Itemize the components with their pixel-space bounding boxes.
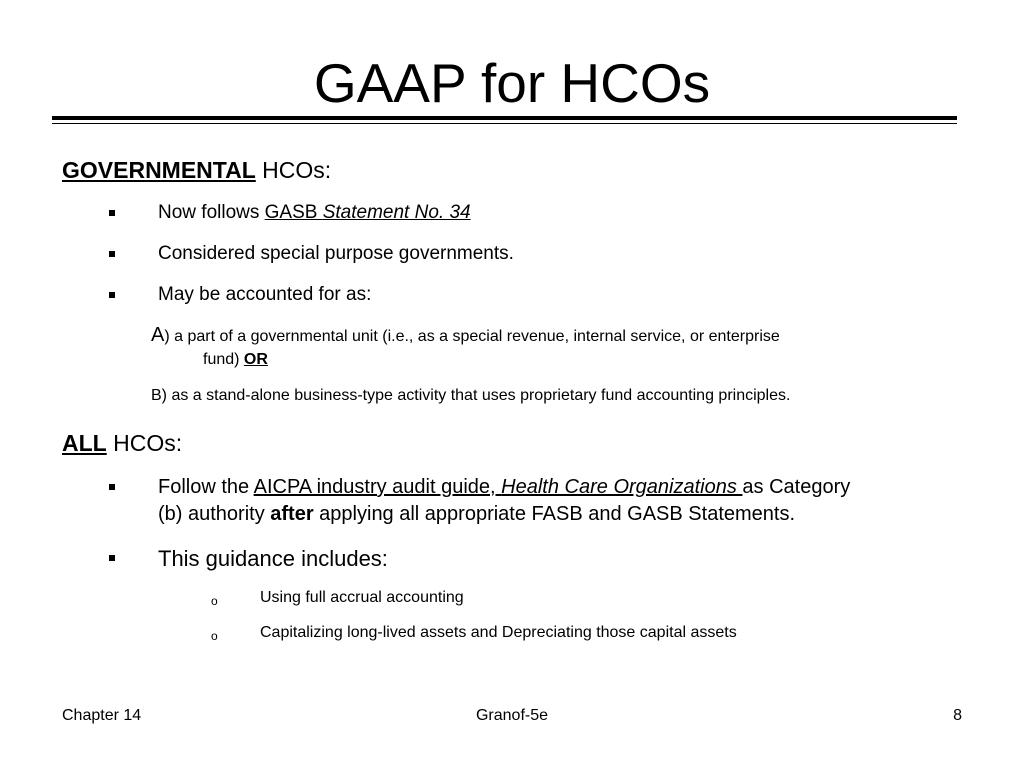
footer-course: Granof-5e [475,707,549,724]
aicpa-guide-reference [254,476,743,498]
all-heading [62,430,182,457]
bullet-special-purpose: Considered special purpose governments. [158,243,514,264]
circle-bullet-icon: o [211,594,218,608]
aicpa-prefix: Follow the [158,476,254,498]
governmental-heading-bold: GOVERNMENTAL [62,157,256,183]
sub-bullet-accrual: Using full accrual accounting [260,589,464,606]
all-heading-bold: ALL [62,430,107,456]
bullet-accounted-as: May be accounted for as: [158,284,372,305]
bullet-aicpa-line2 [158,503,795,526]
all-heading-rest: HCOs: [106,430,183,456]
option-a-line1: ) a part of a governmental unit (i.e., as a special revenue, internal service, or enterprise [164,328,780,345]
title-underline [52,116,957,120]
option-a-letter: A [151,324,165,346]
footer-page-number: 8 [953,707,962,724]
square-bullet-icon [109,292,115,298]
square-bullet-icon [109,484,115,490]
square-bullet-icon [109,210,115,216]
option-a [151,324,780,347]
bullet-guidance-includes: This guidance includes: [158,546,388,571]
aicpa-guide-italic: Health Care Organizations [501,476,743,498]
bullet-gasb-prefix: Now follows [158,202,265,223]
governmental-heading [62,157,331,184]
footer-chapter: Chapter 14 [62,707,142,724]
bullet-gasb [158,202,471,224]
gasb-reference-plain: GASB [264,202,323,223]
circle-bullet-icon: o [211,629,218,643]
title-underline-thin [52,123,957,124]
aicpa-guide-plain: AICPA industry audit guide, [253,476,502,498]
governmental-heading-rest: HCOs: [255,157,332,183]
aicpa-line2-suffix: applying all appropriate FASB and GASB Statements. [313,503,796,525]
aicpa-line2-bold: after [270,503,314,525]
square-bullet-icon [109,555,115,561]
square-bullet-icon [109,251,115,257]
option-a-line2 [203,351,268,369]
aicpa-line2-prefix: (b) authority [158,503,271,525]
slide-title: GAAP for HCOs [313,52,711,114]
option-a-or: OR [243,351,268,368]
sub-bullet-capitalizing: Capitalizing long-lived assets and Depreciating those capital assets [260,624,737,641]
bullet-aicpa-line1 [158,476,850,499]
aicpa-suffix: as Category [742,476,851,498]
option-a-fund: fund) [203,351,244,368]
gasb-reference [265,202,471,223]
option-b: B) as a stand-alone business-type activity that uses proprietary fund accounting principles. [151,387,791,404]
gasb-reference-italic: Statement No. 34 [322,202,471,223]
